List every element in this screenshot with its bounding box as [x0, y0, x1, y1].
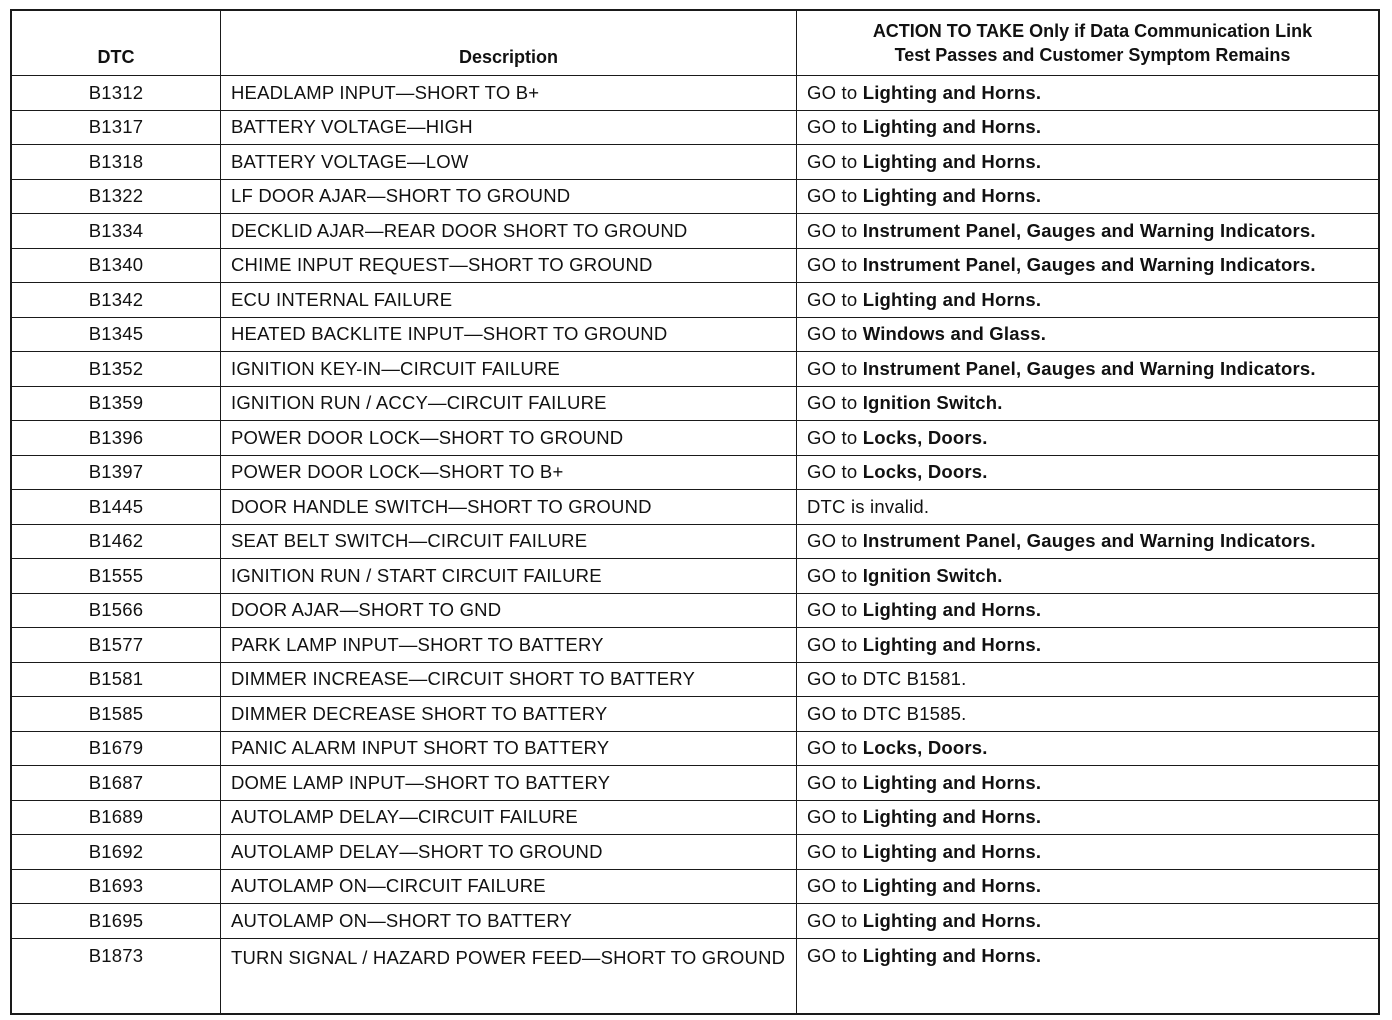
- table-row: [11, 490, 1379, 525]
- dtc-action: [797, 766, 1380, 801]
- dtc-code: B1581: [11, 662, 221, 697]
- action-prefix: GO to: [807, 564, 863, 586]
- header-dtc: DTC: [11, 10, 221, 76]
- table-row: [11, 179, 1379, 214]
- action-prefix: GO to: [807, 599, 863, 621]
- dtc-action: [797, 317, 1380, 352]
- dtc-description: PANIC ALARM INPUT SHORT TO BATTERY: [221, 731, 797, 766]
- header-row: [11, 10, 1379, 76]
- dtc-code: B1692: [11, 835, 221, 870]
- table-row: [11, 352, 1379, 387]
- table-row: [11, 869, 1379, 904]
- action-prefix: GO to: [807, 185, 863, 207]
- dtc-action: [797, 214, 1380, 249]
- action-prefix: GO to: [807, 737, 863, 759]
- table-row: [11, 283, 1379, 318]
- header-description: Description: [221, 10, 797, 76]
- table-row: [11, 145, 1379, 180]
- dtc-action: [797, 938, 1380, 1014]
- action-prefix: GO to: [807, 771, 863, 793]
- dtc-description: IGNITION KEY-IN—CIRCUIT FAILURE: [221, 352, 797, 387]
- dtc-table: [10, 9, 1380, 1015]
- table-row: [11, 904, 1379, 939]
- dtc-action: [797, 248, 1380, 283]
- dtc-description: BATTERY VOLTAGE—HIGH: [221, 110, 797, 145]
- action-prefix: GO to: [807, 875, 863, 897]
- dtc-code: B1555: [11, 559, 221, 594]
- table-row: [11, 593, 1379, 628]
- dtc-description: DOME LAMP INPUT—SHORT TO BATTERY: [221, 766, 797, 801]
- action-reference: Instrument Panel, Gauges and Warning Indicators.: [862, 219, 1316, 241]
- dtc-code: B1695: [11, 904, 221, 939]
- action-prefix: GO to: [807, 840, 863, 862]
- dtc-description: IGNITION RUN / START CIRCUIT FAILURE: [221, 559, 797, 594]
- dtc-description: LF DOOR AJAR—SHORT TO GROUND: [221, 179, 797, 214]
- dtc-code: B1312: [11, 76, 221, 111]
- dtc-description: ECU INTERNAL FAILURE: [221, 283, 797, 318]
- table-row: [11, 835, 1379, 870]
- dtc-code: B1342: [11, 283, 221, 318]
- action-prefix: GO to: [807, 944, 863, 966]
- table-body: [11, 76, 1379, 1014]
- dtc-description: IGNITION RUN / ACCY—CIRCUIT FAILURE: [221, 386, 797, 421]
- dtc-action: [797, 697, 1380, 732]
- dtc-action: [797, 110, 1380, 145]
- action-prefix: GO to: [807, 288, 863, 310]
- dtc-action: [797, 421, 1380, 456]
- dtc-description: AUTOLAMP ON—SHORT TO BATTERY: [221, 904, 797, 939]
- dtc-code: B1340: [11, 248, 221, 283]
- header-action: [797, 10, 1380, 76]
- dtc-code: B1397: [11, 455, 221, 490]
- table-row: [11, 317, 1379, 352]
- dtc-description: POWER DOOR LOCK—SHORT TO B+: [221, 455, 797, 490]
- table-row: [11, 938, 1379, 1014]
- dtc-code: B1462: [11, 524, 221, 559]
- dtc-action: [797, 731, 1380, 766]
- dtc-description: AUTOLAMP DELAY—CIRCUIT FAILURE: [221, 800, 797, 835]
- action-prefix: GO to: [807, 392, 863, 414]
- dtc-action: [797, 869, 1380, 904]
- dtc-description: POWER DOOR LOCK—SHORT TO GROUND: [221, 421, 797, 456]
- action-reference: Lighting and Horns.: [862, 909, 1042, 931]
- dtc-code: B1873: [11, 938, 221, 1014]
- action-prefix: GO to: [807, 633, 863, 655]
- action-prefix: GO to DTC B1581.: [807, 668, 967, 690]
- dtc-description: HEADLAMP INPUT—SHORT TO B+: [221, 76, 797, 111]
- action-prefix: GO to: [807, 254, 863, 276]
- action-prefix: GO to: [807, 81, 863, 103]
- dtc-description: TURN SIGNAL / HAZARD POWER FEED—SHORT TO GROUND: [221, 938, 797, 1014]
- action-prefix: GO to DTC B1585.: [807, 702, 967, 724]
- dtc-action: [797, 145, 1380, 180]
- dtc-description: BATTERY VOLTAGE—LOW: [221, 145, 797, 180]
- dtc-code: B1693: [11, 869, 221, 904]
- dtc-description: DIMMER DECREASE SHORT TO BATTERY: [221, 697, 797, 732]
- action-reference: Lighting and Horns.: [862, 116, 1042, 138]
- dtc-action: [797, 593, 1380, 628]
- dtc-code: B1566: [11, 593, 221, 628]
- dtc-action: [797, 283, 1380, 318]
- dtc-code: B1359: [11, 386, 221, 421]
- dtc-action: [797, 559, 1380, 594]
- action-prefix: GO to: [807, 909, 863, 931]
- table-row: [11, 421, 1379, 456]
- action-reference: Instrument Panel, Gauges and Warning Indicators.: [862, 530, 1316, 552]
- dtc-action: [797, 352, 1380, 387]
- table-row: [11, 731, 1379, 766]
- action-prefix: GO to: [807, 323, 863, 345]
- action-reference: Locks, Doors.: [862, 426, 988, 448]
- dtc-description: DOOR HANDLE SWITCH—SHORT TO GROUND: [221, 490, 797, 525]
- action-prefix: GO to: [807, 116, 863, 138]
- table-row: [11, 697, 1379, 732]
- action-reference: Instrument Panel, Gauges and Warning Indicators.: [862, 357, 1316, 379]
- action-reference: Lighting and Horns.: [862, 150, 1042, 172]
- dtc-description: CHIME INPUT REQUEST—SHORT TO GROUND: [221, 248, 797, 283]
- action-reference: Lighting and Horns.: [862, 944, 1042, 966]
- dtc-description: PARK LAMP INPUT—SHORT TO BATTERY: [221, 628, 797, 663]
- dtc-action: [797, 904, 1380, 939]
- table-row: [11, 214, 1379, 249]
- dtc-action: [797, 76, 1380, 111]
- action-reference: Lighting and Horns.: [862, 599, 1042, 621]
- action-reference: Locks, Doors.: [862, 461, 988, 483]
- table-row: [11, 628, 1379, 663]
- table-row: [11, 110, 1379, 145]
- action-reference: Lighting and Horns.: [862, 806, 1042, 828]
- header-action-line1: ACTION TO TAKE Only if Data Communication Link: [872, 21, 1313, 41]
- dtc-code: B1679: [11, 731, 221, 766]
- action-reference: Lighting and Horns.: [862, 185, 1042, 207]
- header-action-line2: Test Passes and Customer Symptom Remains: [894, 45, 1291, 65]
- table-row: [11, 76, 1379, 111]
- table-row: [11, 455, 1379, 490]
- action-reference: Lighting and Horns.: [862, 633, 1042, 655]
- table-row: [11, 559, 1379, 594]
- dtc-description: DOOR AJAR—SHORT TO GND: [221, 593, 797, 628]
- dtc-code: B1577: [11, 628, 221, 663]
- action-reference: Lighting and Horns.: [862, 771, 1042, 793]
- dtc-action: [797, 835, 1380, 870]
- action-reference: Lighting and Horns.: [862, 288, 1042, 310]
- action-prefix: GO to: [807, 530, 863, 552]
- dtc-code: B1334: [11, 214, 221, 249]
- action-prefix: GO to: [807, 150, 863, 172]
- dtc-description: DECKLID AJAR—REAR DOOR SHORT TO GROUND: [221, 214, 797, 249]
- dtc-description: AUTOLAMP ON—CIRCUIT FAILURE: [221, 869, 797, 904]
- dtc-description: HEATED BACKLITE INPUT—SHORT TO GROUND: [221, 317, 797, 352]
- action-reference: Lighting and Horns.: [862, 81, 1042, 103]
- action-reference: Lighting and Horns.: [862, 840, 1042, 862]
- action-prefix: GO to: [807, 357, 863, 379]
- action-prefix: GO to: [807, 806, 863, 828]
- action-reference: Ignition Switch.: [862, 392, 1003, 414]
- dtc-code: B1689: [11, 800, 221, 835]
- action-reference: Windows and Glass.: [862, 323, 1047, 345]
- table-row: [11, 800, 1379, 835]
- dtc-code: B1317: [11, 110, 221, 145]
- action-prefix: DTC is invalid.: [807, 495, 930, 517]
- table-row: [11, 662, 1379, 697]
- dtc-action: [797, 386, 1380, 421]
- action-prefix: GO to: [807, 219, 863, 241]
- dtc-code: B1445: [11, 490, 221, 525]
- dtc-action: [797, 179, 1380, 214]
- dtc-code: B1352: [11, 352, 221, 387]
- dtc-action: [797, 662, 1380, 697]
- dtc-description: DIMMER INCREASE—CIRCUIT SHORT TO BATTERY: [221, 662, 797, 697]
- dtc-code: B1322: [11, 179, 221, 214]
- action-reference: Ignition Switch.: [862, 564, 1003, 586]
- table-row: [11, 766, 1379, 801]
- action-prefix: GO to: [807, 426, 863, 448]
- dtc-code: B1687: [11, 766, 221, 801]
- action-prefix: GO to: [807, 461, 863, 483]
- table-row: [11, 248, 1379, 283]
- action-reference: Instrument Panel, Gauges and Warning Indicators.: [862, 254, 1316, 276]
- dtc-code: B1345: [11, 317, 221, 352]
- dtc-action: [797, 524, 1380, 559]
- dtc-description: SEAT BELT SWITCH—CIRCUIT FAILURE: [221, 524, 797, 559]
- dtc-action: [797, 490, 1380, 525]
- table-row: [11, 386, 1379, 421]
- dtc-action: [797, 628, 1380, 663]
- dtc-code: B1318: [11, 145, 221, 180]
- dtc-action: [797, 800, 1380, 835]
- dtc-action: [797, 455, 1380, 490]
- dtc-description: AUTOLAMP DELAY—SHORT TO GROUND: [221, 835, 797, 870]
- dtc-code: B1396: [11, 421, 221, 456]
- dtc-code: B1585: [11, 697, 221, 732]
- action-reference: Locks, Doors.: [862, 737, 988, 759]
- action-reference: Lighting and Horns.: [862, 875, 1042, 897]
- table-row: [11, 524, 1379, 559]
